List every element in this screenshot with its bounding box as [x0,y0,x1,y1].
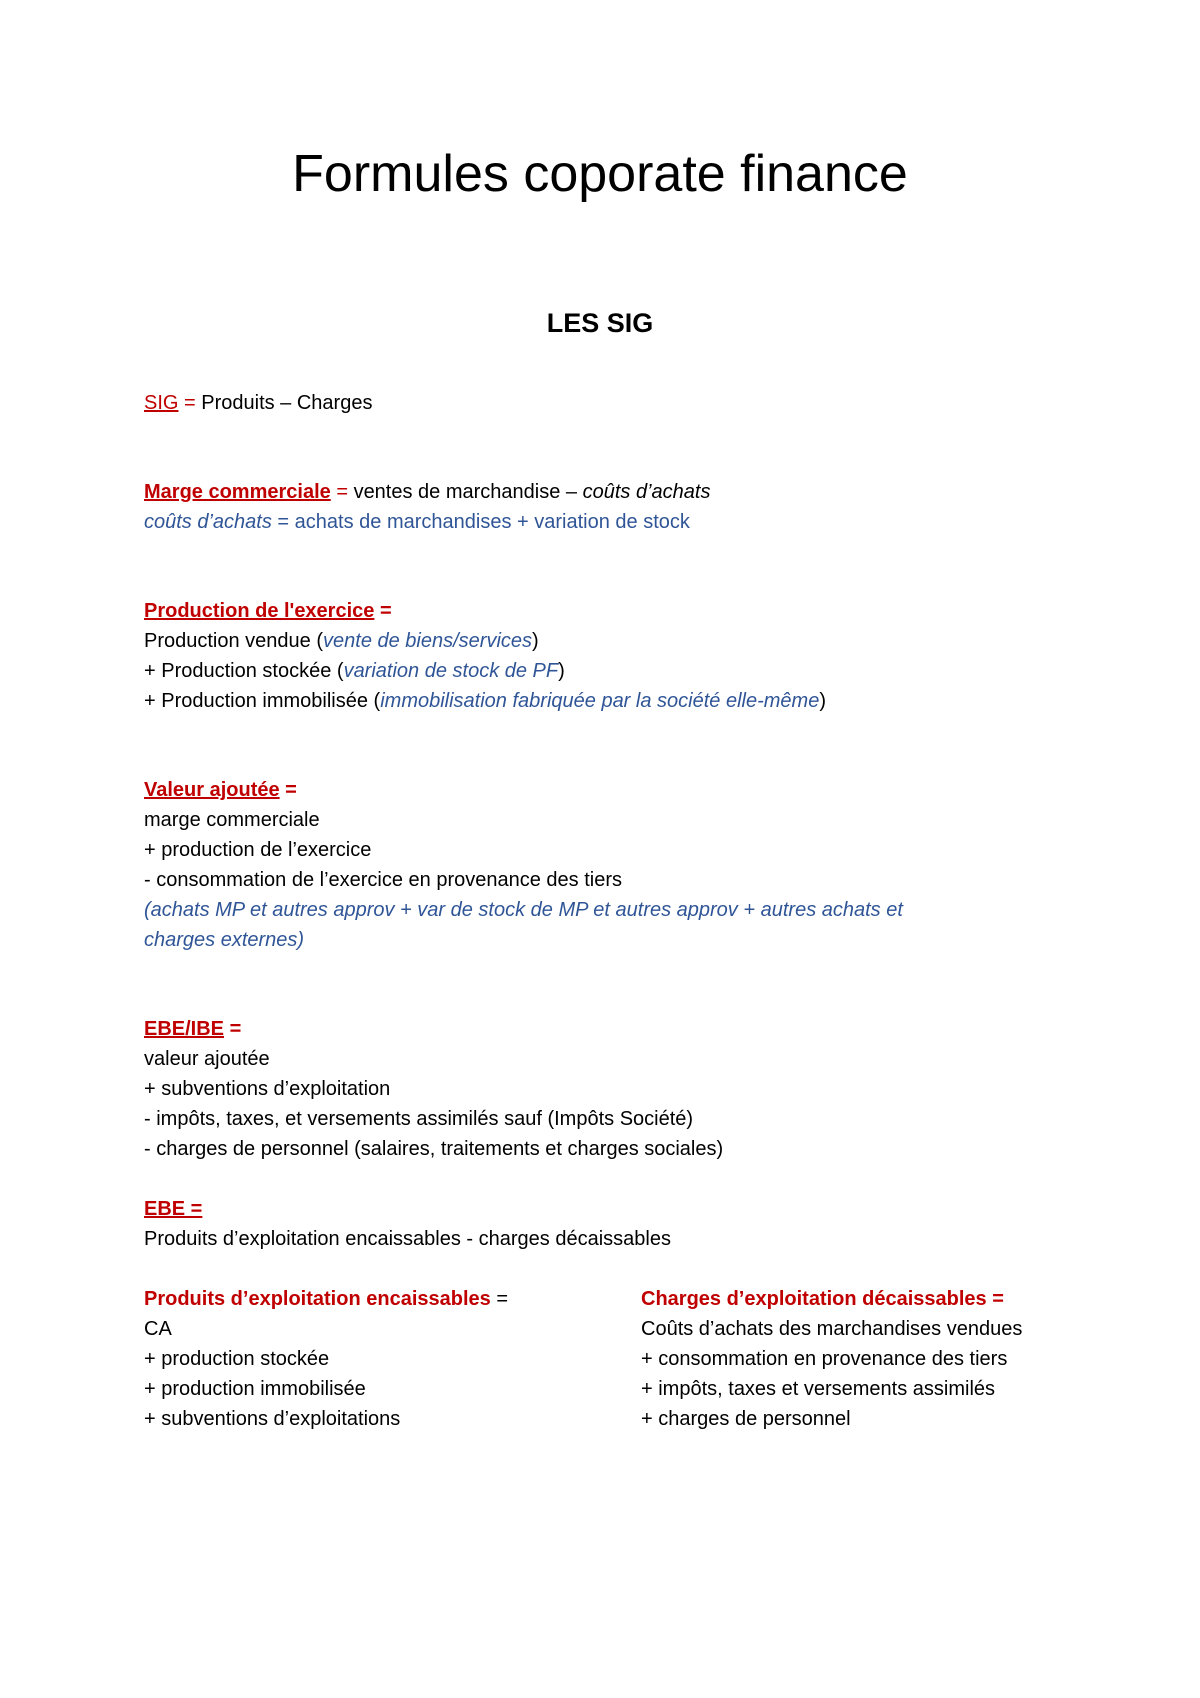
couts-achats-equals: = [271,511,295,533]
ebe-ibe-line: - impôts, taxes, et versements assimilés sauf (Impôts Société) [144,1108,694,1130]
production-item-note: variation de stock de PF [343,660,559,682]
sig-term: SIG [144,392,179,414]
marge-equals: = [330,481,354,503]
charges-decaissables-heading [641,1284,1004,1314]
valeur-ajoutee-term: Valeur ajoutée [144,779,280,801]
production-item-note: vente de biens/services [323,630,533,652]
ebe-term: EBE = [144,1198,203,1220]
ebe-ibe-heading [144,1014,241,1044]
valeur-ajoutee-line: + production de l’exercice [144,839,372,861]
production-equals: = [374,600,392,622]
produits-encaissables-equals: = [490,1288,509,1310]
section-title: LES SIG [546,308,654,338]
ebe-ibe-line: valeur ajoutée [144,1048,270,1070]
produits-encaissables-line: + subventions d’exploitations [144,1408,401,1430]
charges-decaissables-term: Charges d’exploitation décaissables = [641,1288,1004,1310]
couts-achats-formula: achats de marchandises + variation de stock [294,511,690,533]
produits-encaissables-line: + production immobilisée [144,1378,366,1400]
valeur-ajoutee-heading [144,775,297,805]
sig-formula: Produits – Charges [201,392,373,414]
produits-encaissables-term: Produits d’exploitation encaissables [144,1288,491,1310]
production-item [144,626,539,656]
ebe-heading [144,1194,202,1224]
production-item [144,686,826,716]
production-item-close: ) [558,660,565,682]
ebe-formula: Produits d’exploitation encaissables - charges décaissables [144,1228,671,1250]
produits-encaissables-line: CA [144,1318,172,1340]
sig-formula-line [144,388,372,418]
production-item-label: + Production stockée ( [144,660,344,682]
ebe-ibe-line: + subventions d’exploitation [144,1078,391,1100]
produits-encaissables-line: + production stockée [144,1348,330,1370]
valeur-ajoutee-note: charges externes) [144,929,305,951]
couts-achats-term: coûts d’achats [144,511,272,533]
charges-decaissables-line: + impôts, taxes et versements assimilés [641,1378,996,1400]
sig-equals: = [178,392,202,414]
valeur-ajoutee-equals: = [279,779,297,801]
production-item-label: + Production immobilisée ( [144,690,381,712]
couts-achats-line [144,507,690,537]
valeur-ajoutee-line: marge commerciale [144,809,320,831]
charges-decaissables-line: Coûts d’achats des marchandises vendues [641,1318,1023,1340]
document-title: Formules coporate finance [292,145,908,203]
ebe-ibe-term: EBE/IBE [144,1018,225,1040]
valeur-ajoutee-note: (achats MP et autres approv + var de stock de MP et autres approv + autres achats et [144,899,903,921]
marge-formula-italic: coûts d’achats [582,481,711,503]
production-term: Production de l'exercice [144,600,375,622]
marge-formula-plain: ventes de marchandise – [353,481,583,503]
production-item-close: ) [819,690,826,712]
produits-encaissables-heading [144,1284,508,1314]
production-item-close: ) [532,630,539,652]
production-item [144,656,565,686]
marge-formula-line [144,477,710,507]
charges-decaissables-line: + charges de personnel [641,1408,851,1430]
marge-term: Marge commerciale [144,481,331,503]
production-item-note: immobilisation fabriquée par la société elle-même [380,690,820,712]
valeur-ajoutee-line: - consommation de l’exercice en provenance des tiers [144,869,623,891]
charges-decaissables-line: + consommation en provenance des tiers [641,1348,1008,1370]
production-item-label: Production vendue ( [144,630,324,652]
ebe-ibe-equals: = [224,1018,242,1040]
production-heading [144,596,392,626]
ebe-ibe-line: - charges de personnel (salaires, traitements et charges sociales) [144,1138,724,1160]
